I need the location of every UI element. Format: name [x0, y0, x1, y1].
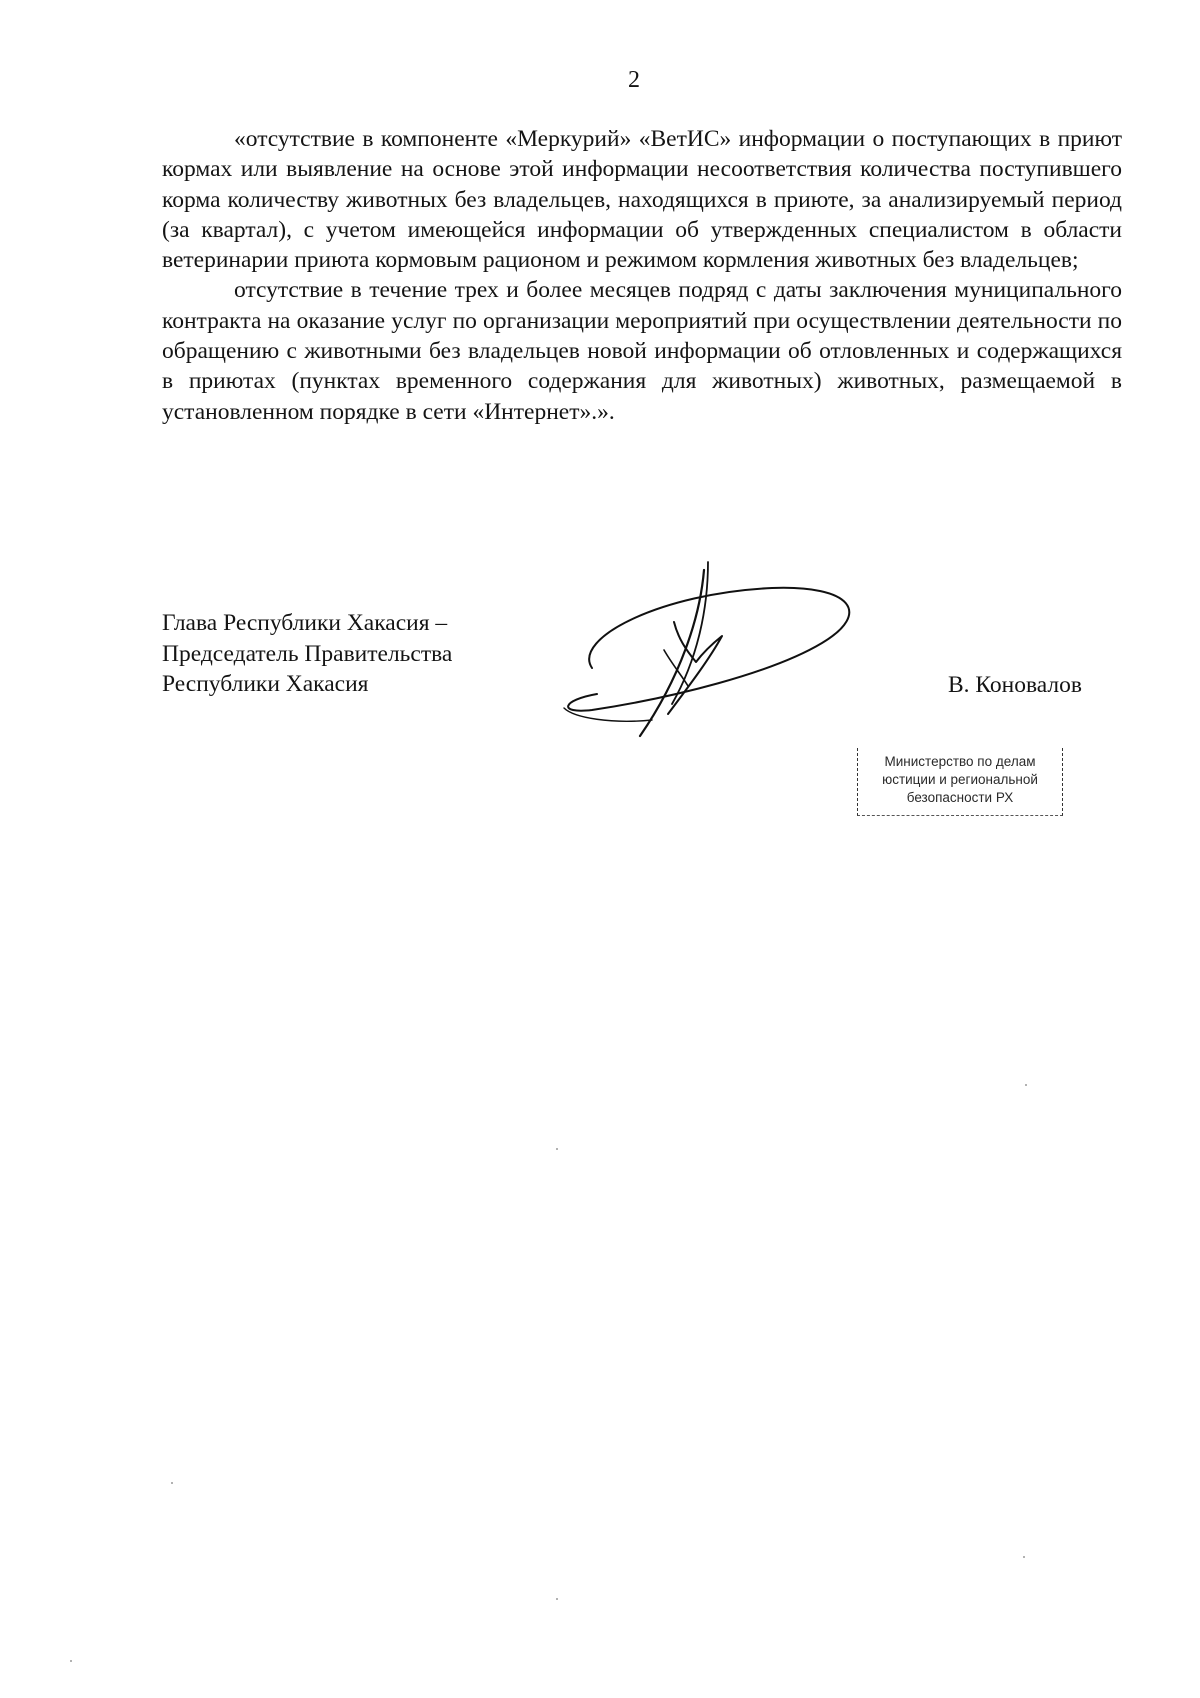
signatory-title [162, 608, 452, 700]
scan-speck [171, 1482, 173, 1484]
scan-speck [556, 1598, 558, 1600]
document-body [162, 124, 1122, 427]
page-number: 2 [628, 67, 640, 93]
paragraph-2: отсутствие в течение трех и более месяцев подряд с даты заключения муниципального контракта на оказание услуг по организации мероприятий при осуществлении деятельности по обращению с животными без владельцев новой информации об отловленных и содержащихся в приютах (пунктах временного содержания для животных) животных, размещаемой в установленном порядке в сети «Интернет».». [162, 277, 1122, 425]
handwritten-signature [552, 558, 872, 748]
paragraph-1: «отсутствие в компоненте «Меркурий» «ВетИС» информации о поступающих в приют кормах или выявление на основе этой информации несоответствия количества поступившего корма количеству животных без владельцев, находящихся в приюте, за анализируемый период (за квартал), с учетом имеющейся информации об утвержденных специалистом в области ветеринарии приюта кормовым рационом и режимом кормления животных без владельцев; [162, 126, 1122, 274]
scan-speck [70, 1660, 72, 1662]
signatory-title-line-2: Председатель Правительства [162, 640, 453, 667]
scan-speck [1025, 1084, 1027, 1086]
signatory-title-line-3: Республики Хакасия [162, 671, 369, 697]
stamp-line-1: Министерство по делам [884, 754, 1036, 769]
scan-speck [1023, 1556, 1025, 1558]
scan-speck [556, 1148, 558, 1150]
registration-stamp [857, 748, 1063, 816]
signatory-name: В. Коновалов [948, 672, 1083, 698]
signatory-title-line-1: Глава Республики Хакасия – [162, 610, 448, 636]
stamp-line-2: юстиции и региональной [882, 772, 1038, 787]
stamp-line-3: безопасности РХ [906, 790, 1014, 805]
